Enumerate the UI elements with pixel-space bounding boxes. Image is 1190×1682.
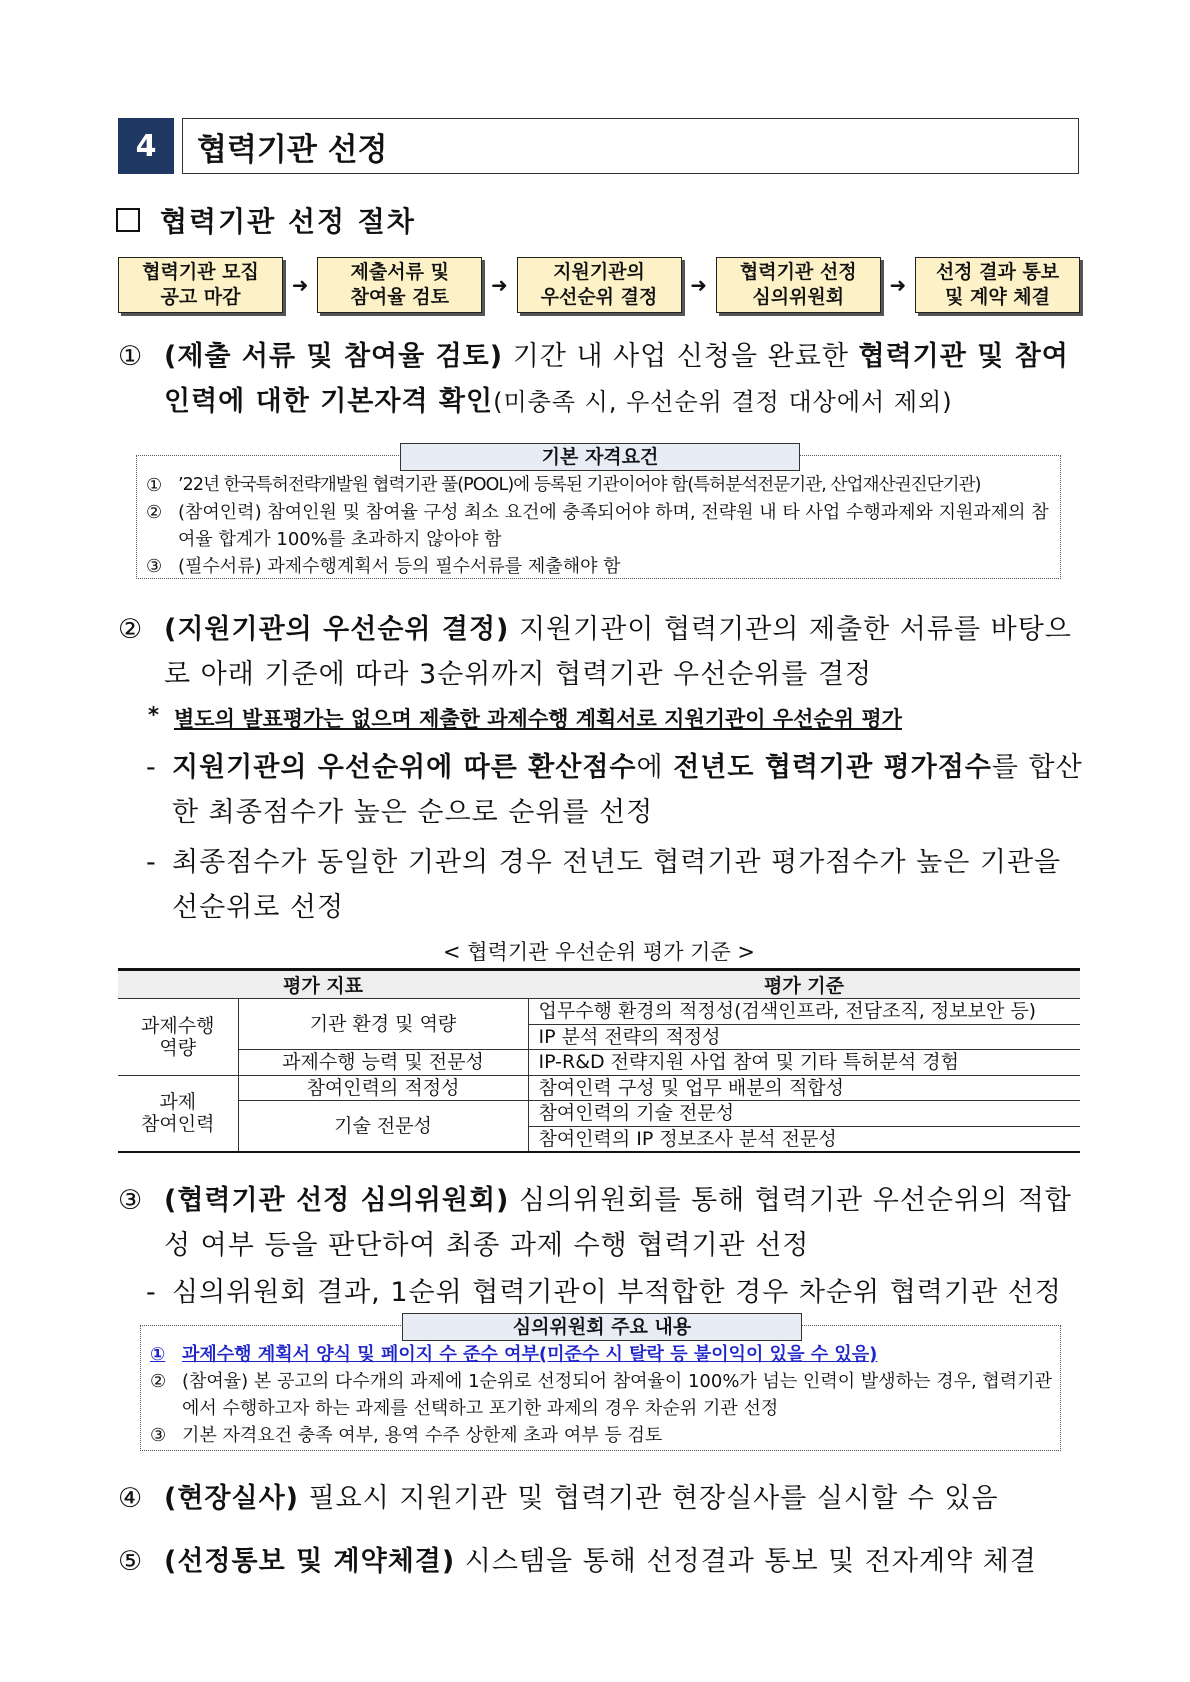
procedure-heading — [116, 200, 416, 240]
checkbox-square-icon — [116, 208, 140, 232]
table-group-cell: 과제 참여인력 — [118, 1075, 238, 1152]
table-row — [118, 1075, 1080, 1101]
table-criteria-cell: IP-R&D 전략지원 사업 참여 및 기타 특허분석 경험 — [528, 1050, 1080, 1076]
step-2-bullet-2: - 최종점수가 동일한 기관의 경우 전년도 협력기관 평가점수가 높은 기관을 선순위로 선정 — [146, 847, 1062, 923]
section-title: 협력기관 선정 — [182, 118, 1079, 174]
committee-item: ① 과제수행 계획서 양식 및 페이지 수 준수 여부(미준수 시 탈락 등 불이익이 있을 수 있음) — [150, 1344, 878, 1365]
step-2-paragraph: ② (지원기관의 우선순위 결정) 지원기관이 협력기관의 제출한 서류를 바탕으로 아래 기준에 따라 3순위까지 협력기관 우선순위를 결정 — [118, 614, 1072, 690]
step-1-paragraph: ① (제출 서류 및 참여율 검토) 기간 내 사업 신청을 완료한 협력기관 및 참여인력에 대한 기본자격 확인(미충족 시, 우선순위 결정 대상에서 제외) — [118, 341, 1069, 417]
table-row — [118, 999, 1080, 1025]
table-caption: < 협력기관 우선순위 평가 기준 > — [443, 940, 755, 964]
table-row — [118, 1050, 1080, 1076]
table-row — [118, 1101, 1080, 1127]
arrow-right-icon: ➜ — [490, 273, 508, 297]
table-sub-cell: 참여인력의 적정성 — [238, 1075, 528, 1101]
committee-item: ② (참여율) 본 공고의 다수개의 과제에 1순위로 선정되어 참여율이 100%가 넘는 인력이 발생하는 경우, 협력기관에서 수행하고자 하는 과제를 선택하고 포기한 과제의 경우 차순위 기관 선정 — [150, 1371, 1052, 1419]
table-header-criteria: 평가 기준 — [528, 970, 1080, 999]
table-sub-cell: 기관 환경 및 역량 — [238, 999, 528, 1050]
arrow-right-icon: ➜ — [291, 273, 309, 297]
evaluation-table — [118, 968, 1080, 1153]
step-2-bullet-1: - 지원기관의 우선순위에 따른 환산점수에 전년도 협력기관 평가점수를 합산한 최종점수가 높은 순으로 순위를 선정 — [146, 752, 1083, 828]
requirement-item: ② (참여인력) 참여인원 및 참여율 구성 최소 요건에 충족되어야 하며, 전략원 내 타 사업 수행과제와 지원과제의 참여율 합계가 100%를 초과하지 않아야 함 — [146, 502, 1049, 550]
table-header-indicator: 평가 지표 — [118, 970, 528, 999]
table-header-row — [118, 970, 1080, 999]
step-2-note: * 별도의 발표평가는 없으며 제출한 과제수행 계획서로 지원기관이 우선순위 평가 — [148, 703, 902, 731]
table-criteria-cell: IP 분석 전략의 적정성 — [528, 1024, 1080, 1050]
step-3-bullet: - 심의위원회 결과, 1순위 협력기관이 부적합한 경우 차순위 협력기관 선정 — [146, 1277, 1062, 1308]
procedure-flow — [118, 257, 1080, 313]
table-sub-cell: 기술 전문성 — [238, 1101, 528, 1152]
table-criteria-cell: 참여인력의 IP 정보조사 분석 전문성 — [528, 1126, 1080, 1152]
requirement-item: ③ (필수서류) 과제수행계획서 등의 필수서류를 제출해야 함 — [146, 556, 621, 577]
requirement-item: ① ’22년 한국특허전략개발원 협력기관 풀(POOL)에 등록된 기관이어야 함(특허분석전문기관, 산업재산권진단기관) — [146, 475, 981, 496]
arrow-right-icon: ➜ — [690, 273, 707, 297]
committee-title: 심의위원회 주요 내용 — [402, 1313, 802, 1341]
table-criteria-cell: 업무수행 환경의 적정성(검색인프라, 전담조직, 정보보안 등) — [528, 999, 1080, 1025]
requirements-list — [146, 472, 1056, 580]
flow-step-1: 협력기관 모집 공고 마감 — [118, 257, 283, 313]
flow-step-2: 제출서류 및 참여율 검토 — [317, 257, 482, 313]
step-3-paragraph: ③ (협력기관 선정 심의위원회) 심의위원회를 통해 협력기관 우선순위의 적합성 여부 등을 판단하여 최종 과제 수행 협력기관 선정 — [118, 1185, 1072, 1261]
requirements-title: 기본 자격요건 — [400, 443, 800, 471]
procedure-title: 협력기관 선정 절차 — [160, 205, 416, 238]
table-sub-cell: 과제수행 능력 및 전문성 — [238, 1050, 528, 1076]
committee-item: ③ 기본 자격요건 충족 여부, 용역 수주 상한제 초과 여부 등 검토 — [150, 1425, 663, 1446]
section-number: 4 — [118, 118, 174, 174]
table-criteria-cell: 참여인력 구성 및 업무 배분의 적합성 — [528, 1075, 1080, 1101]
committee-list — [150, 1341, 1056, 1449]
step-5-paragraph: ⑤ (선정통보 및 계약체결) 시스템을 통해 선정결과 통보 및 전자계약 체결 — [118, 1546, 1037, 1577]
arrow-right-icon: ➜ — [889, 273, 907, 297]
table-group-cell: 과제수행 역량 — [118, 999, 238, 1076]
step-4-paragraph: ④ (현장실사) 필요시 지원기관 및 협력기관 현장실사를 실시할 수 있음 — [118, 1483, 999, 1514]
flow-step-5: 선정 결과 통보 및 계약 체결 — [915, 257, 1080, 313]
flow-step-3: 지원기관의 우선순위 결정 — [517, 257, 682, 313]
flow-step-4: 협력기관 선정 심의위원회 — [716, 257, 881, 313]
table-criteria-cell: 참여인력의 기술 전문성 — [528, 1101, 1080, 1127]
